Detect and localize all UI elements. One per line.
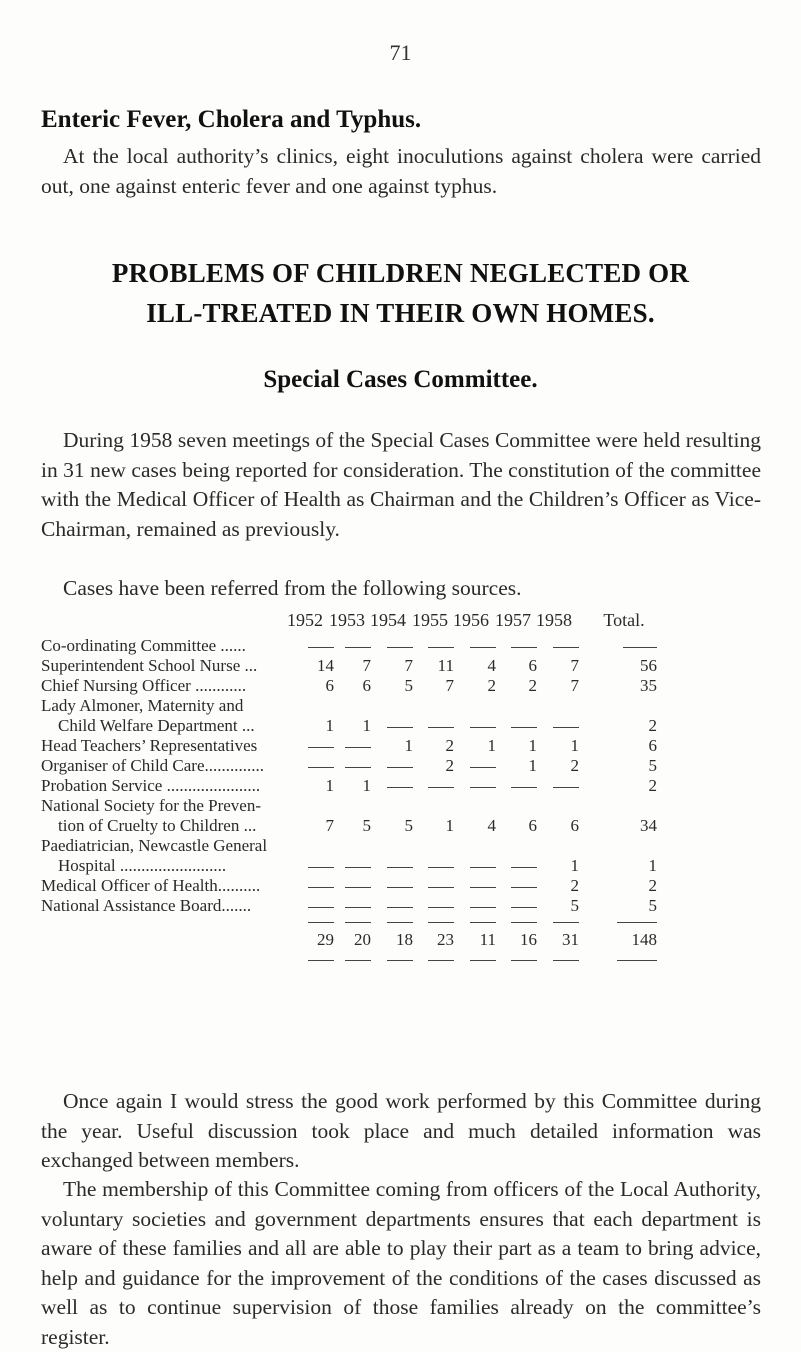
- row-label: Child Welfare Department ...: [58, 716, 255, 735]
- empty-cell-dash: [428, 787, 454, 788]
- table-cell: 6: [362, 676, 371, 695]
- rule-segment: [511, 960, 537, 961]
- table-cell: 2: [570, 876, 579, 895]
- column-header: 1952: [287, 610, 323, 630]
- table-cell: 6: [648, 736, 657, 755]
- table-cell: 2: [528, 676, 537, 695]
- paragraph-sources: Cases have been referred from the following sources.: [63, 576, 522, 600]
- table-cell: 1: [487, 736, 496, 755]
- column-header: 1953: [329, 610, 365, 630]
- table-cell: 6: [528, 816, 537, 835]
- table-cell: 2: [648, 876, 657, 895]
- table-cell: 4: [487, 656, 496, 675]
- table-cell: 5: [648, 896, 657, 915]
- section-heading-problems-line2: ILL-TREATED IN THEIR OWN HOMES.: [146, 298, 655, 328]
- table-cell: 7: [404, 656, 413, 675]
- table-cell: 7: [570, 676, 579, 695]
- column-header: 1956: [453, 610, 489, 630]
- empty-cell-dash: [470, 727, 496, 728]
- paragraph-membership: The membership of this Committee coming from officers of the Local Authority, voluntary societies and government departments ensures that each department is aware of these families and all are able to play their part as a team to bring advice, help and guidance for the improvement of the conditions of the cases discussed as well as to continue supervision of those families already on the committee’s register.: [41, 1177, 761, 1349]
- rule-segment: [553, 960, 579, 961]
- table-row: [41, 736, 761, 756]
- table-cell: 7: [362, 656, 371, 675]
- empty-cell-dash: [428, 867, 454, 868]
- table-cell: 23: [437, 930, 454, 949]
- empty-cell-dash: [387, 727, 413, 728]
- empty-cell-dash: [511, 867, 537, 868]
- table-cell: 4: [487, 816, 496, 835]
- table-row: [41, 656, 761, 676]
- column-header: 1958: [536, 610, 572, 630]
- table-cell: 5: [362, 816, 371, 835]
- empty-cell-dash: [345, 887, 371, 888]
- table-cell: 14: [317, 656, 334, 675]
- table-cell: 31: [562, 930, 579, 949]
- empty-cell-dash: [308, 867, 334, 868]
- table-cell: 6: [528, 656, 537, 675]
- empty-cell-dash: [553, 647, 579, 648]
- table-cell: 1: [570, 736, 579, 755]
- empty-cell-dash: [470, 867, 496, 868]
- rule-segment: [617, 922, 657, 923]
- table-cell: 34: [640, 816, 657, 835]
- table-cell: 35: [640, 676, 657, 695]
- empty-cell-dash: [387, 787, 413, 788]
- empty-cell-dash: [387, 767, 413, 768]
- table-row: [41, 696, 761, 736]
- empty-cell-dash: [623, 647, 657, 648]
- row-label: Lady Almoner, Maternity and: [41, 696, 244, 715]
- rule-segment: [511, 922, 537, 923]
- rule-segment: [308, 960, 334, 961]
- table-row: [41, 676, 761, 696]
- row-label: Superintendent School Nurse ...: [41, 656, 258, 675]
- empty-cell-dash: [428, 727, 454, 728]
- rule-segment: [553, 922, 579, 923]
- table-cell: 2: [445, 736, 454, 755]
- referral-sources-table: [41, 610, 761, 966]
- empty-cell-dash: [553, 727, 579, 728]
- table-header-row: [41, 610, 761, 636]
- subheading-special-cases: Special Cases Committee.: [263, 366, 538, 393]
- column-header: Total.: [603, 610, 645, 630]
- table-cell: 1: [528, 756, 537, 775]
- empty-cell-dash: [470, 647, 496, 648]
- empty-cell-dash: [345, 867, 371, 868]
- rule-segment: [345, 960, 371, 961]
- table-cell: 2: [648, 716, 657, 735]
- empty-cell-dash: [470, 907, 496, 908]
- rule-segment: [428, 960, 454, 961]
- page-number: 71: [389, 40, 412, 65]
- paragraph-enteric: At the local authority’s clinics, eight inoculutions against cholera were carried out, one against enteric fever and one against typhus.: [41, 144, 761, 198]
- empty-cell-dash: [511, 907, 537, 908]
- table-cell: 20: [354, 930, 371, 949]
- empty-cell-dash: [511, 887, 537, 888]
- table-row: [41, 796, 761, 836]
- row-label: Chief Nursing Officer ............: [41, 676, 247, 695]
- table-row: [41, 636, 761, 656]
- table-cell: 5: [648, 756, 657, 775]
- empty-cell-dash: [387, 907, 413, 908]
- table-cell: 5: [404, 816, 413, 835]
- table-cell: 7: [445, 676, 454, 695]
- table-cell: 2: [648, 776, 657, 795]
- paragraph-meetings: During 1958 seven meetings of the Special Cases Committee were held resulting in 31 new cases being reported for consideration. The constitution of the committee with the Medical Officer of Health as Chairman and the Children’s Officer as Vice-Chairman, remained as previously.: [41, 428, 761, 541]
- empty-cell-dash: [308, 907, 334, 908]
- table-cell: 7: [325, 816, 334, 835]
- rule-segment: [470, 922, 496, 923]
- empty-cell-dash: [308, 887, 334, 888]
- table-row: [41, 756, 761, 776]
- row-label: Paediatrician, Newcastle General: [41, 836, 268, 855]
- table-cell: 1: [445, 816, 454, 835]
- table-cell: 1: [648, 856, 657, 875]
- table-cell: 6: [325, 676, 334, 695]
- rule-segment: [387, 960, 413, 961]
- row-label: tion of Cruelty to Children ...: [58, 816, 257, 835]
- empty-cell-dash: [308, 647, 334, 648]
- section-heading-enteric: Enteric Fever, Cholera and Typhus.: [41, 106, 422, 133]
- row-label: Hospital .........................: [58, 856, 227, 875]
- empty-cell-dash: [511, 727, 537, 728]
- empty-cell-dash: [308, 767, 334, 768]
- table-cell: 5: [570, 896, 579, 915]
- empty-cell-dash: [470, 767, 496, 768]
- table-cell: 1: [528, 736, 537, 755]
- table-cell: 11: [479, 930, 496, 949]
- table-cell: 148: [631, 930, 657, 949]
- empty-cell-dash: [428, 647, 454, 648]
- table-cell: 5: [404, 676, 413, 695]
- paragraph-stress: Once again I would stress the good work performed by this Committee during the year. Useful discussion took place and much detailed information was exchanged between members.: [41, 1089, 761, 1172]
- table-row: [41, 876, 761, 896]
- totals-row: [41, 928, 761, 954]
- row-label: National Assistance Board.......: [41, 896, 252, 915]
- empty-cell-dash: [511, 647, 537, 648]
- row-label: Organiser of Child Care..............: [41, 756, 265, 775]
- empty-cell-dash: [345, 647, 371, 648]
- empty-cell-dash: [470, 787, 496, 788]
- empty-cell-dash: [553, 787, 579, 788]
- table-cell: 16: [520, 930, 537, 949]
- table-cell: 7: [570, 656, 579, 675]
- table-cell: 1: [325, 776, 334, 795]
- rule-segment: [345, 922, 371, 923]
- rule-segment: [617, 960, 657, 961]
- totals-rule-top: [41, 916, 761, 928]
- rule-segment: [470, 960, 496, 961]
- table-cell: 6: [570, 816, 579, 835]
- table-cell: 56: [640, 656, 657, 675]
- table-cell: 18: [396, 930, 413, 949]
- totals-rule-bottom: [41, 954, 761, 966]
- empty-cell-dash: [308, 747, 334, 748]
- rule-segment: [428, 922, 454, 923]
- table-row: [41, 776, 761, 796]
- table-cell: 1: [362, 716, 371, 735]
- table-cell: 2: [487, 676, 496, 695]
- row-label: Medical Officer of Health..........: [41, 876, 261, 895]
- column-header: 1955: [412, 610, 448, 630]
- table-cell: 29: [317, 930, 334, 949]
- table-cell: 11: [437, 656, 454, 675]
- empty-cell-dash: [387, 867, 413, 868]
- empty-cell-dash: [345, 907, 371, 908]
- row-label: Co-ordinating Committee ......: [41, 636, 246, 655]
- empty-cell-dash: [428, 907, 454, 908]
- rule-segment: [387, 922, 413, 923]
- table-cell: 2: [445, 756, 454, 775]
- table-cell: 1: [325, 716, 334, 735]
- section-heading-problems-line1: PROBLEMS OF CHILDREN NEGLECTED OR: [111, 258, 690, 288]
- row-label: National Society for the Preven-: [41, 796, 261, 815]
- row-label: Head Teachers’ Representatives: [41, 736, 258, 755]
- table-row: [41, 896, 761, 916]
- table-cell: 1: [362, 776, 371, 795]
- table-row: [41, 836, 761, 876]
- empty-cell-dash: [428, 887, 454, 888]
- empty-cell-dash: [511, 787, 537, 788]
- table-cell: 1: [570, 856, 579, 875]
- column-header: 1957: [495, 610, 531, 630]
- rule-segment: [308, 922, 334, 923]
- row-label: Probation Service ......................: [41, 776, 261, 795]
- empty-cell-dash: [387, 647, 413, 648]
- column-header: 1954: [370, 610, 406, 630]
- empty-cell-dash: [345, 767, 371, 768]
- table-cell: 2: [570, 756, 579, 775]
- empty-cell-dash: [345, 747, 371, 748]
- table-cell: 1: [404, 736, 413, 755]
- empty-cell-dash: [387, 887, 413, 888]
- empty-cell-dash: [470, 887, 496, 888]
